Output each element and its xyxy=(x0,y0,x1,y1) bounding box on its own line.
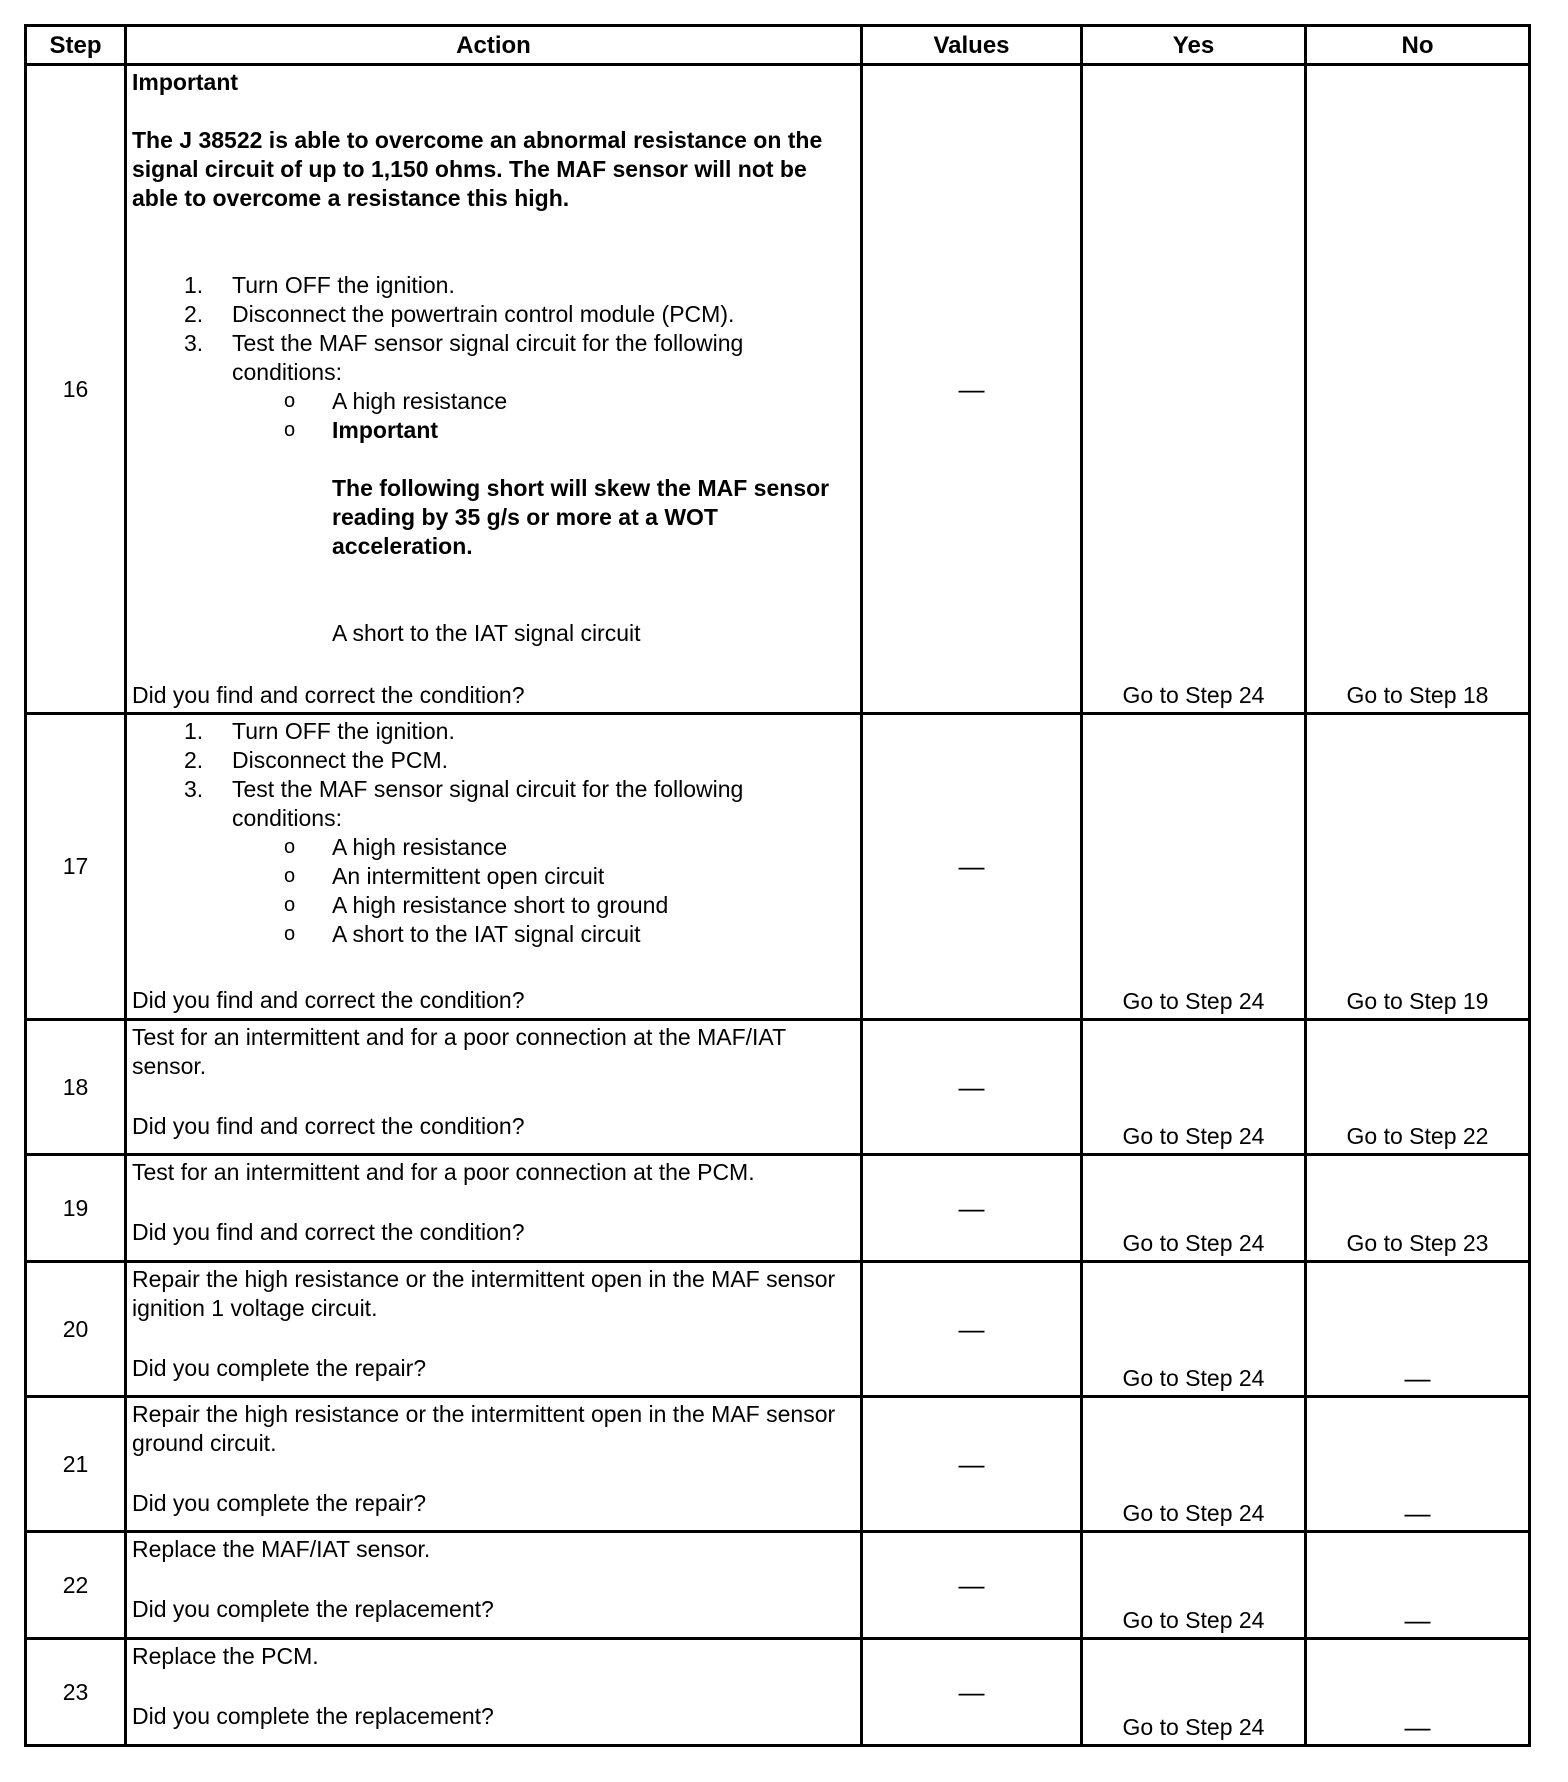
step-number: 17 xyxy=(26,714,126,1020)
list-item: o A high resistance xyxy=(284,834,508,860)
action-cell xyxy=(126,714,862,1020)
action-cell xyxy=(126,1262,862,1397)
bullet-icon: o xyxy=(284,390,296,412)
yes-cell: Go to Step 24 xyxy=(1082,714,1306,1020)
table-row-step-19 xyxy=(26,1155,1530,1262)
procedure-list xyxy=(132,271,852,648)
action-cell xyxy=(126,1020,862,1155)
yes-cell: Go to Step 24 xyxy=(1082,1639,1306,1746)
no-cell: Go to Step 23 xyxy=(1306,1155,1530,1262)
yes-cell: Go to Step 24 xyxy=(1082,65,1306,714)
list-item: 1. Turn OFF the ignition. xyxy=(184,272,455,298)
table-row-step-22 xyxy=(26,1532,1530,1639)
header-no: No xyxy=(1306,26,1530,65)
no-cell: — xyxy=(1306,1532,1530,1639)
action-text: Test for an intermittent and for a poor connection at the PCM. xyxy=(132,1159,755,1185)
question-text: Did you complete the replacement? xyxy=(132,1596,494,1622)
list-item: o A short to the IAT signal circuit xyxy=(284,921,641,947)
step-number: 18 xyxy=(26,1020,126,1155)
yes-cell: Go to Step 24 xyxy=(1082,1155,1306,1262)
values-cell: — xyxy=(862,1155,1082,1262)
no-cell: Go to Step 18 xyxy=(1306,65,1530,714)
values-cell: — xyxy=(862,714,1082,1020)
list-item: 1. Turn OFF the ignition. xyxy=(184,718,455,744)
diagnostic-table xyxy=(24,24,1531,1747)
bullet-icon: o xyxy=(284,865,296,887)
step-number: 21 xyxy=(26,1397,126,1532)
important-note: The J 38522 is able to overcome an abnormal resistance on the signal circuit of up to 1,150 ohms. The MAF sensor will not be able to overcome a resistance this high. xyxy=(132,127,823,211)
action-text: Repair the high resistance or the intermittent open in the MAF sensor ground circuit. xyxy=(132,1401,836,1456)
action-cell xyxy=(126,1639,862,1746)
header-yes: Yes xyxy=(1082,26,1306,65)
list-item: o An intermittent open circuit xyxy=(284,863,605,889)
table-row-step-21 xyxy=(26,1397,1530,1532)
yes-cell: Go to Step 24 xyxy=(1082,1532,1306,1639)
question-text: Did you complete the repair? xyxy=(132,1490,427,1516)
header-row xyxy=(26,26,1530,65)
table-row-step-16 xyxy=(26,65,1530,714)
no-cell: Go to Step 22 xyxy=(1306,1020,1530,1155)
action-cell xyxy=(126,1155,862,1262)
action-text: Repair the high resistance or the intermittent open in the MAF sensor ignition 1 voltage circuit. xyxy=(132,1266,836,1321)
bullet-icon: o xyxy=(284,419,296,441)
list-item: o A high resistance xyxy=(284,388,508,414)
diagnostic-table-sheet xyxy=(24,24,1531,1747)
no-cell: — xyxy=(1306,1262,1530,1397)
condition-list xyxy=(232,387,852,445)
values-cell: — xyxy=(862,65,1082,714)
important-label: Important xyxy=(132,69,239,95)
header-action: Action xyxy=(126,26,862,65)
procedure-list xyxy=(132,717,852,949)
header-step: Step xyxy=(26,26,126,65)
header-values: Values xyxy=(862,26,1082,65)
table-row-step-23 xyxy=(26,1639,1530,1746)
values-cell: — xyxy=(862,1262,1082,1397)
values-cell: — xyxy=(862,1020,1082,1155)
no-cell: — xyxy=(1306,1397,1530,1532)
yes-cell: Go to Step 24 xyxy=(1082,1262,1306,1397)
table-row-step-20 xyxy=(26,1262,1530,1397)
important-note-short: The following short will skew the MAF sensor reading by 35 g/s or more at a WOT acceleration. xyxy=(332,475,830,559)
list-item: o Important xyxy=(284,417,439,443)
values-cell: — xyxy=(862,1397,1082,1532)
question-text: Did you complete the repair? xyxy=(132,1355,427,1381)
action-text: Replace the MAF/IAT sensor. xyxy=(132,1536,431,1562)
condition-list xyxy=(232,833,852,949)
bullet-icon: o xyxy=(284,923,296,945)
table-row-step-18 xyxy=(26,1020,1530,1155)
yes-cell: Go to Step 24 xyxy=(1082,1397,1306,1532)
no-cell: — xyxy=(1306,1639,1530,1746)
no-cell: Go to Step 19 xyxy=(1306,714,1530,1020)
values-cell: — xyxy=(862,1639,1082,1746)
step-number: 20 xyxy=(26,1262,126,1397)
list-item: 3. Test the MAF sensor signal circuit for the following conditions: o A high resistance o Important The following short will skew the MAF sensor reading by 35 g/s or more at a WOT acceleration. A short to the IAT signal circuit xyxy=(132,329,852,648)
question-text: Did you find and correct the condition? xyxy=(132,987,525,1013)
bullet-icon: o xyxy=(284,836,296,858)
bullet-icon: o xyxy=(284,894,296,916)
table-row-step-17 xyxy=(26,714,1530,1020)
list-item: o A high resistance short to ground xyxy=(284,892,669,918)
step-number: 19 xyxy=(26,1155,126,1262)
list-item: 2. Disconnect the PCM. xyxy=(184,747,449,773)
condition-text: A short to the IAT signal circuit xyxy=(332,620,641,646)
action-cell xyxy=(126,65,862,714)
step-number: 16 xyxy=(26,65,126,714)
values-cell: — xyxy=(862,1532,1082,1639)
list-item: 3. Test the MAF sensor signal circuit for the following conditions: o A high resistance o An intermittent open circuit o A high resistance short to ground o A short to the IAT signal circuit xyxy=(132,775,852,949)
question-text: Did you find and correct the condition? xyxy=(132,1219,525,1245)
action-text: Replace the PCM. xyxy=(132,1643,319,1669)
list-item: 2. Disconnect the powertrain control module (PCM). xyxy=(184,301,735,327)
yes-cell: Go to Step 24 xyxy=(1082,1020,1306,1155)
action-cell xyxy=(126,1532,862,1639)
action-cell xyxy=(126,1397,862,1532)
step-number: 22 xyxy=(26,1532,126,1639)
step-number: 23 xyxy=(26,1639,126,1746)
question-text: Did you find and correct the condition? xyxy=(132,682,525,708)
question-text: Did you find and correct the condition? xyxy=(132,1113,525,1139)
action-text: Test for an intermittent and for a poor connection at the MAF/IAT sensor. xyxy=(132,1024,786,1079)
question-text: Did you complete the replacement? xyxy=(132,1703,494,1729)
